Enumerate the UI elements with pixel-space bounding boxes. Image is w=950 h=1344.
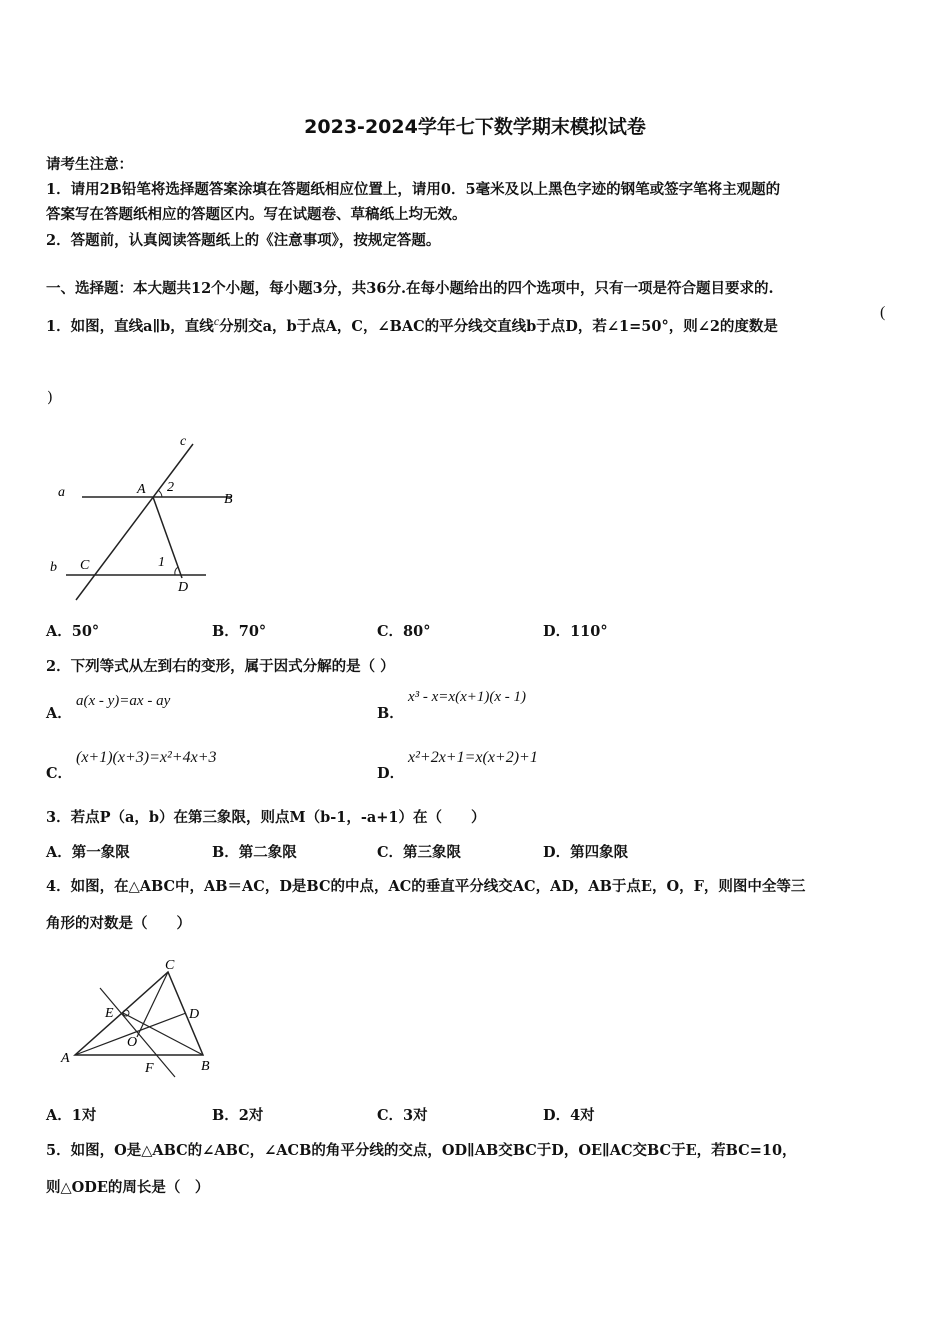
angle-1-arc — [175, 567, 178, 575]
notice-line-1b: 答案写在答题纸相应的答题区内。写在试题卷、草稿纸上均无效。 — [46, 206, 467, 223]
q4-option-a: A．1对 — [46, 1107, 97, 1124]
line-c — [76, 444, 193, 600]
segment-co — [137, 972, 168, 1037]
label-D: D — [178, 580, 189, 595]
q3-stem: 3．若点P（a，b）在第三象限，则点M（b-1，-a+1）在（ ） — [46, 809, 486, 826]
perpendicular-bisector — [100, 988, 175, 1077]
label-O: O — [127, 1035, 138, 1050]
label-F: F — [145, 1061, 154, 1076]
q1-c-variable: c — [213, 314, 220, 328]
q1-stem-rest: 分别交a，b于点A，C，∠BAC的平分线交直线b于点D，若∠1=50°，则∠2的度数是 — [219, 317, 778, 335]
q3-option-c: C．第三象限 — [377, 844, 462, 861]
q4-option-c: C．3对 — [377, 1107, 428, 1124]
label-B: B — [224, 492, 233, 507]
q5-stem-line2: 则△ODE的周长是（ ） — [46, 1179, 210, 1196]
label-b: b — [50, 560, 57, 575]
q2-option-c-expr: (x+1)(x+3)=x²+4x+3 — [76, 749, 217, 766]
q4-option-d: D．4对 — [543, 1107, 595, 1124]
q3-option-d: D．第四象限 — [543, 844, 629, 861]
q4-figure — [55, 955, 225, 1080]
q2-option-b-letter: B． — [377, 705, 404, 722]
q3-option-b: B．第二象限 — [212, 844, 297, 861]
q2-option-b-expr: x³ - x=x(x+1)(x - 1) — [408, 689, 527, 705]
notice-heading: 请考生注意： — [46, 156, 133, 173]
q4-stem-line2: 角形的对数是（ ） — [46, 915, 191, 932]
q2-option-d-expr: x²+2x+1=x(x+2)+1 — [408, 749, 538, 766]
label-1: 1 — [158, 555, 165, 570]
q1-figure — [40, 430, 250, 610]
q2-option-c-letter: C． — [46, 765, 73, 782]
label-C: C — [80, 558, 90, 573]
notice-line-1a: 1．请用2B铅笔将选择题答案涂填在答题纸相应位置上，请用0．5毫米及以上黑色字迹的钢笔或签字笔将主观题的 — [46, 181, 781, 198]
label-c: c — [180, 434, 187, 449]
q3-option-a: A．第一象限 — [46, 844, 130, 861]
notice-line-2: 2．答题前，认真阅读答题纸上的《注意事项》，按规定答题。 — [46, 232, 441, 249]
angle-2-arc — [158, 490, 162, 497]
q5-stem-line1: 5．如图，O是△ABC的∠ABC，∠ACB的角平分线的交点，OD∥AB交BC于D，OE∥AC交BC于E，若BC=10， — [46, 1142, 797, 1159]
q2-option-a-letter: A． — [46, 705, 72, 722]
q4-option-b: B．2对 — [212, 1107, 264, 1124]
label-A: A — [137, 482, 146, 497]
page-title: 2023-2024学年七下数学期末模拟试卷 — [304, 116, 646, 138]
label-D: D — [189, 1007, 200, 1022]
q1-stem-start: 1．如图，直线a∥b，直线 — [46, 317, 214, 335]
q1-option-a: A．50° — [46, 623, 100, 640]
label-C: C — [165, 958, 175, 973]
q1-option-c: C．80° — [377, 623, 431, 640]
q1-option-d: D．110° — [543, 623, 608, 640]
q1-stem — [46, 314, 778, 336]
label-E: E — [105, 1006, 114, 1021]
q2-option-d-letter: D． — [377, 765, 405, 782]
label-a: a — [58, 485, 65, 500]
label-B: B — [201, 1059, 210, 1074]
q4-stem-line1: 4．如图，在△ABC中，AB＝AC，D是BC的中点，AC的垂直平分线交AC，AD，AB于点E，O，F，则图中全等三 — [46, 878, 806, 895]
q1-option-b: B．70° — [212, 623, 267, 640]
q1-paren-open: ( — [880, 304, 886, 321]
section-heading: 一、选择题：本大题共12个小题，每小题3分，共36分.在每小题给出的四个选项中，只有一项是符合题目要求的. — [46, 280, 774, 297]
q1-paren-close: ) — [47, 388, 53, 406]
q2-stem: 2．下列等式从左到右的变形，属于因式分解的是（ ） — [46, 658, 395, 675]
label-A: A — [61, 1051, 70, 1066]
label-2: 2 — [167, 480, 174, 495]
q2-option-a-expr: a(x - y)=ax - ay — [76, 693, 171, 709]
